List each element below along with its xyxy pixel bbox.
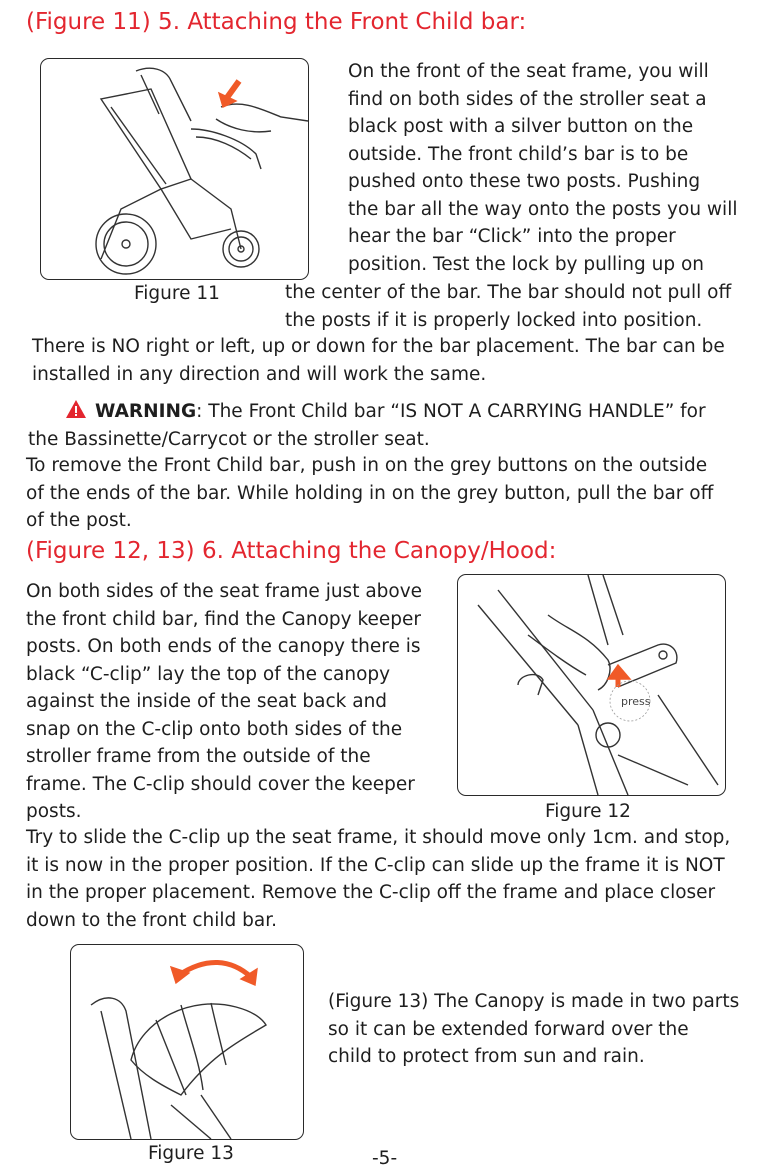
text-line: frame. The C-clip should cover the keeper (26, 773, 415, 795)
text-line: down to the front child bar. (26, 909, 278, 931)
text-line: against the inside of the seat back and (26, 691, 388, 712)
warning-icon (65, 399, 87, 419)
figure-13-text (328, 988, 739, 1071)
text-line: There is NO right or left, up or down for the bar placement. The bar can be (32, 336, 725, 357)
text-line: of the post. (26, 510, 132, 531)
warning-text: : The Front Child bar “IS NOT A CARRYING HANDLE” for (196, 401, 706, 422)
section-11-right-text (348, 58, 737, 278)
text-line: find on both sides of the stroller seat a (348, 88, 707, 110)
text-line: On both sides of the seat frame just above (26, 581, 423, 602)
text-line: On the front of the seat frame, you will (348, 61, 709, 82)
text-line: black post with a silver button on the (348, 116, 694, 137)
text-line: black “C-clip” lay the top of the canopy (26, 663, 391, 685)
text-line: snap on the C-clip onto both sides of the (26, 718, 403, 740)
slide-instructions (26, 824, 730, 934)
text-line: it is now in the proper position. If the C-clip can slide up the frame it is NOT (26, 854, 725, 876)
warning-line-1 (65, 398, 706, 426)
text-line: stroller frame from the outside of the (26, 746, 371, 767)
figure-12-label: press (621, 695, 651, 708)
text-line: hear the bar “Click” into the proper (348, 226, 676, 247)
text-line: To remove the Front Child bar, push in on the grey buttons on the outside (26, 455, 708, 476)
warning-line-2: the Bassinette/Carrycot or the stroller seat. (28, 429, 430, 450)
remove-instructions (26, 452, 713, 535)
text-line: posts. (26, 801, 82, 822)
text-line: installed in any direction and will work the same. (32, 363, 487, 385)
section-11-heading: (Figure 11) 5. Attaching the Front Child bar: (26, 9, 527, 35)
section-12-left-text (26, 578, 422, 826)
figure-12-caption: Figure 12 (545, 801, 631, 822)
section-11-indent-text (285, 279, 731, 334)
figure-12-illustration (457, 574, 726, 796)
text-line: the center of the bar. The bar should not pull off (285, 282, 732, 303)
text-line: the posts if it is properly locked into position. (285, 309, 703, 331)
text-line: in the proper placement. Remove the C-clip off the frame and place closer (26, 882, 716, 903)
figure-13-caption: Figure 13 (148, 1143, 234, 1164)
warning-label: WARNING (95, 401, 197, 422)
text-line: Try to slide the C-clip up the seat frame, it should move only 1cm. and stop, (26, 827, 731, 848)
text-line: position. Test the lock by pulling up on (348, 253, 705, 275)
text-line: child to protect from sun and rain. (328, 1046, 645, 1067)
text-line: (Figure 13) The Canopy is made in two parts (328, 991, 740, 1012)
text-line: of the ends of the bar. While holding in on the grey button, pull the bar off (26, 482, 714, 504)
section-11-full-text (32, 333, 725, 388)
text-line: pushed onto these two posts. Pushing (348, 171, 701, 192)
text-line: the bar all the way onto the posts you will (348, 198, 738, 220)
figure-11-caption: Figure 11 (134, 283, 220, 304)
figure-11-illustration (40, 58, 309, 280)
page-number: -5- (372, 1148, 398, 1169)
text-line: outside. The front child’s bar is to be (348, 143, 689, 165)
section-12-heading: (Figure 12, 13) 6. Attaching the Canopy/Hood: (26, 538, 557, 564)
text-line: the front child bar, find the Canopy keeper (26, 608, 422, 630)
figure-13-illustration (70, 944, 304, 1140)
text-line: so it can be extended forward over the (328, 1018, 689, 1040)
text-line: posts. On both ends of the canopy there is (26, 636, 421, 657)
